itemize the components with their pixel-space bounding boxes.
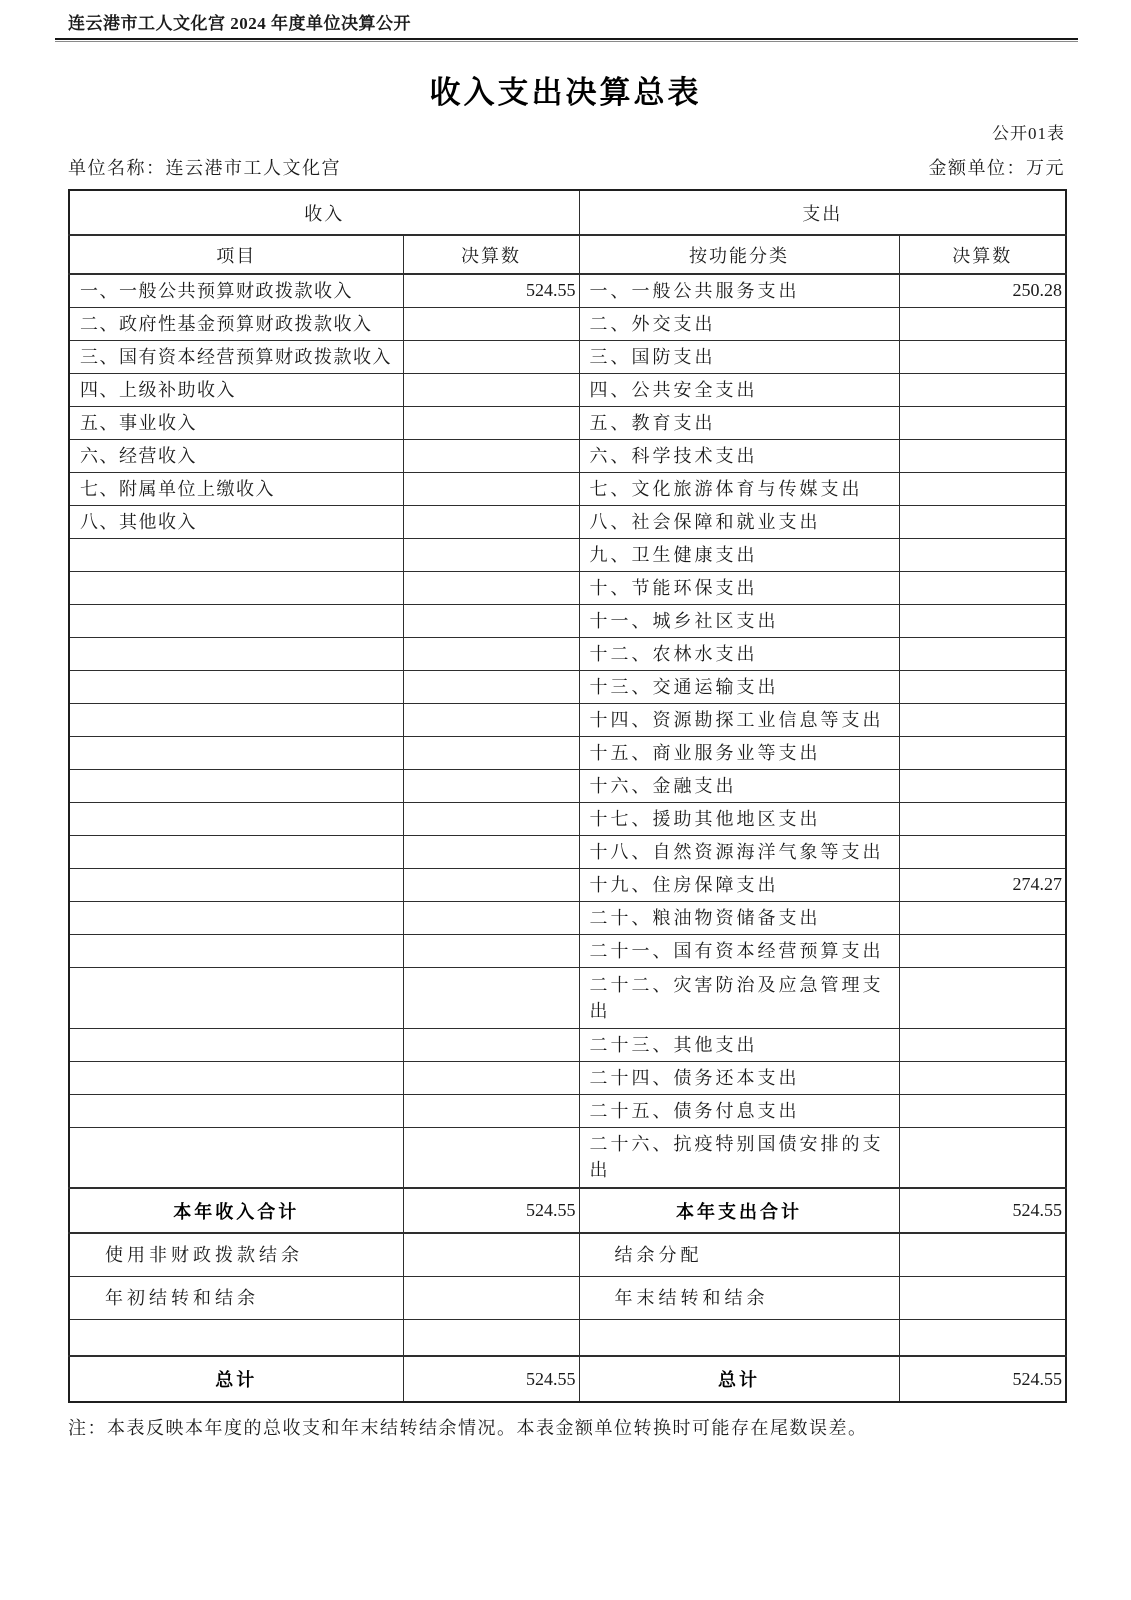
meta-row (68, 156, 1065, 180)
income-value-cell (403, 637, 579, 670)
expense-value-cell (899, 670, 1066, 703)
expense-item-cell: 十二、农林水支出 (579, 637, 899, 670)
unit-name: 单位名称：连云港市工人文化宫 (68, 158, 341, 178)
income-total-value: 524.55 (403, 1188, 579, 1233)
expense-item-cell: 八、社会保障和就业支出 (579, 505, 899, 538)
income-value-cell (403, 835, 579, 868)
expense-value-cell (899, 406, 1066, 439)
table-row (69, 406, 1066, 439)
summary-table (68, 189, 1067, 1403)
income-value-cell (403, 901, 579, 934)
expense-value-cell (899, 340, 1066, 373)
income-value-cell (403, 967, 579, 1028)
footnote: 注：本表反映本年度的总收支和年末结转结余情况。本表金额单位转换时可能存在尾数误差。 (68, 1418, 868, 1438)
table-row (69, 637, 1066, 670)
col-header-amount: 决算数 (403, 235, 579, 274)
income-value-cell (403, 406, 579, 439)
balance-distribution-value (899, 1233, 1066, 1277)
carryover-start-value (403, 1277, 579, 1320)
income-item-cell (69, 1061, 403, 1094)
spacer-cell (69, 1320, 403, 1357)
table-row (69, 604, 1066, 637)
income-item-cell (69, 670, 403, 703)
income-value-cell (403, 1127, 579, 1188)
carryover-end-value (899, 1277, 1066, 1320)
income-item-cell (69, 1127, 403, 1188)
header-rule (55, 38, 1078, 42)
table-summary (69, 1188, 1066, 1402)
income-value-cell (403, 505, 579, 538)
non-fiscal-balance-label: 使用非财政拨款结余 (69, 1233, 403, 1277)
income-value-cell (403, 307, 579, 340)
expense-item-cell: 二十、粮油物资储备支出 (579, 901, 899, 934)
table-row (69, 373, 1066, 406)
income-item-cell (69, 637, 403, 670)
expense-item-cell: 十八、自然资源海洋气象等支出 (579, 835, 899, 868)
income-value-cell (403, 1061, 579, 1094)
table-row (69, 472, 1066, 505)
expense-section-header: 支出 (579, 190, 1066, 235)
table-row (69, 340, 1066, 373)
expense-value-cell (899, 637, 1066, 670)
table-row (69, 835, 1066, 868)
income-value-cell (403, 703, 579, 736)
income-item-cell (69, 967, 403, 1028)
income-value-cell (403, 802, 579, 835)
income-value-cell (403, 373, 579, 406)
table-row (69, 703, 1066, 736)
income-item-cell (69, 736, 403, 769)
income-value-cell (403, 769, 579, 802)
expense-item-cell: 十四、资源勘探工业信息等支出 (579, 703, 899, 736)
expense-item-cell: 十、节能环保支出 (579, 571, 899, 604)
section-header-row (69, 190, 1066, 235)
income-item-cell: 四、上级补助收入 (69, 373, 403, 406)
income-item-cell (69, 703, 403, 736)
income-item-cell: 一、一般公共预算财政拨款收入 (69, 274, 403, 307)
spacer-cell (579, 1320, 899, 1357)
page-title: 收入支出决算总表 (429, 75, 702, 110)
table-row (69, 505, 1066, 538)
income-item-cell: 三、国有资本经营预算财政拨款收入 (69, 340, 403, 373)
expense-value-cell (899, 604, 1066, 637)
expense-item-cell: 二十五、债务付息支出 (579, 1094, 899, 1127)
income-item-cell (69, 769, 403, 802)
expense-value-cell (899, 769, 1066, 802)
expense-item-cell: 二十三、其他支出 (579, 1028, 899, 1061)
income-item-cell: 八、其他收入 (69, 505, 403, 538)
expense-item-cell: 十五、商业服务业等支出 (579, 736, 899, 769)
expense-item-cell: 三、国防支出 (579, 340, 899, 373)
spacer-row (69, 1320, 1066, 1357)
table-row (69, 934, 1066, 967)
income-item-cell (69, 835, 403, 868)
table-row (69, 274, 1066, 307)
expense-item-cell: 六、科学技术支出 (579, 439, 899, 472)
expense-item-cell: 十六、金融支出 (579, 769, 899, 802)
expense-value-cell (899, 1094, 1066, 1127)
expense-item-cell: 九、卫生健康支出 (579, 538, 899, 571)
income-item-cell: 六、经营收入 (69, 439, 403, 472)
income-item-cell: 五、事业收入 (69, 406, 403, 439)
expense-item-cell: 五、教育支出 (579, 406, 899, 439)
table-row (69, 901, 1066, 934)
expense-value-cell (899, 1028, 1066, 1061)
expense-total-value: 524.55 (899, 1188, 1066, 1233)
table-row (69, 736, 1066, 769)
income-item-cell (69, 538, 403, 571)
expense-grand-total-value: 524.55 (899, 1356, 1066, 1402)
expense-item-cell: 二十二、灾害防治及应急管理支出 (579, 967, 899, 1028)
col-header-function: 按功能分类 (579, 235, 899, 274)
income-value-cell (403, 538, 579, 571)
income-item-cell (69, 934, 403, 967)
expense-item-cell: 一、一般公共服务支出 (579, 274, 899, 307)
income-value-cell (403, 571, 579, 604)
income-grand-total-label: 总计 (69, 1356, 403, 1402)
income-section-header: 收入 (69, 190, 579, 235)
income-item-cell (69, 901, 403, 934)
expense-value-cell (899, 1061, 1066, 1094)
expense-value-cell (899, 307, 1066, 340)
non-fiscal-balance-value (403, 1233, 579, 1277)
expense-item-cell: 十一、城乡社区支出 (579, 604, 899, 637)
table-row (69, 769, 1066, 802)
expense-value-cell (899, 1127, 1066, 1188)
expense-value-cell (899, 373, 1066, 406)
balance-distribution-label: 结余分配 (579, 1233, 899, 1277)
expense-value-cell (899, 538, 1066, 571)
income-value-cell (403, 472, 579, 505)
column-header-row (69, 235, 1066, 274)
year-total-row (69, 1188, 1066, 1233)
income-value-cell (403, 340, 579, 373)
expense-value-cell (899, 703, 1066, 736)
col-header-item: 项目 (69, 235, 403, 274)
income-total-label: 本年收入合计 (69, 1188, 403, 1233)
table-row (69, 538, 1066, 571)
table-row (69, 1127, 1066, 1188)
income-value-cell (403, 604, 579, 637)
income-value-cell (403, 868, 579, 901)
grand-total-row (69, 1356, 1066, 1402)
table-row (69, 1028, 1066, 1061)
table-row (69, 868, 1066, 901)
income-value-cell (403, 736, 579, 769)
header-rule-thick (55, 38, 1078, 40)
income-value-cell (403, 439, 579, 472)
income-item-cell: 七、附属单位上缴收入 (69, 472, 403, 505)
expense-item-cell: 二十六、抗疫特别国债安排的支出 (579, 1127, 899, 1188)
expense-value-cell (899, 439, 1066, 472)
income-value-cell (403, 1028, 579, 1061)
expense-total-label: 本年支出合计 (579, 1188, 899, 1233)
expense-value-cell: 250.28 (899, 274, 1066, 307)
expense-value-cell (899, 967, 1066, 1028)
expense-item-cell: 二、外交支出 (579, 307, 899, 340)
income-item-cell (69, 802, 403, 835)
expense-grand-total-label: 总计 (579, 1356, 899, 1402)
carryover-end-label: 年末结转和结余 (579, 1277, 899, 1320)
income-item-cell (69, 1094, 403, 1127)
income-grand-total-value: 524.55 (403, 1356, 579, 1402)
table-row (69, 802, 1066, 835)
table-row (69, 571, 1066, 604)
expense-item-cell: 七、文化旅游体育与传媒支出 (579, 472, 899, 505)
income-item-cell (69, 604, 403, 637)
income-item-cell (69, 571, 403, 604)
table-row (69, 1094, 1066, 1127)
income-value-cell (403, 1094, 579, 1127)
table-code: 公开01表 (992, 124, 1065, 143)
non-fiscal-balance-row (69, 1233, 1066, 1277)
expense-value-cell (899, 934, 1066, 967)
income-value-cell (403, 670, 579, 703)
income-item-cell (69, 1028, 403, 1061)
expense-value-cell (899, 505, 1066, 538)
expense-value-cell (899, 571, 1066, 604)
page-header: 连云港市工人文化宫 2024 年度单位决算公开 (68, 14, 411, 33)
spacer-cell (403, 1320, 579, 1357)
expense-value-cell (899, 472, 1066, 505)
income-value-cell: 524.55 (403, 274, 579, 307)
table-row (69, 967, 1066, 1028)
expense-item-cell: 二十一、国有资本经营预算支出 (579, 934, 899, 967)
expense-item-cell: 十七、援助其他地区支出 (579, 802, 899, 835)
expense-value-cell: 274.27 (899, 868, 1066, 901)
table-row (69, 1061, 1066, 1094)
carryover-start-label: 年初结转和结余 (69, 1277, 403, 1320)
table-row (69, 670, 1066, 703)
expense-value-cell (899, 802, 1066, 835)
table-body (69, 274, 1066, 1188)
income-item-cell (69, 868, 403, 901)
expense-item-cell: 十九、住房保障支出 (579, 868, 899, 901)
carryover-row (69, 1277, 1066, 1320)
col-header-amount2: 决算数 (899, 235, 1066, 274)
table-row (69, 439, 1066, 472)
header-rule-thin (55, 41, 1078, 42)
expense-value-cell (899, 901, 1066, 934)
spacer-cell (899, 1320, 1066, 1357)
expense-item-cell: 二十四、债务还本支出 (579, 1061, 899, 1094)
expense-item-cell: 四、公共安全支出 (579, 373, 899, 406)
expense-item-cell: 十三、交通运输支出 (579, 670, 899, 703)
amount-unit: 金额单位：万元 (928, 158, 1065, 178)
income-item-cell: 二、政府性基金预算财政拨款收入 (69, 307, 403, 340)
expense-value-cell (899, 736, 1066, 769)
table-row (69, 307, 1066, 340)
expense-value-cell (899, 835, 1066, 868)
income-value-cell (403, 934, 579, 967)
